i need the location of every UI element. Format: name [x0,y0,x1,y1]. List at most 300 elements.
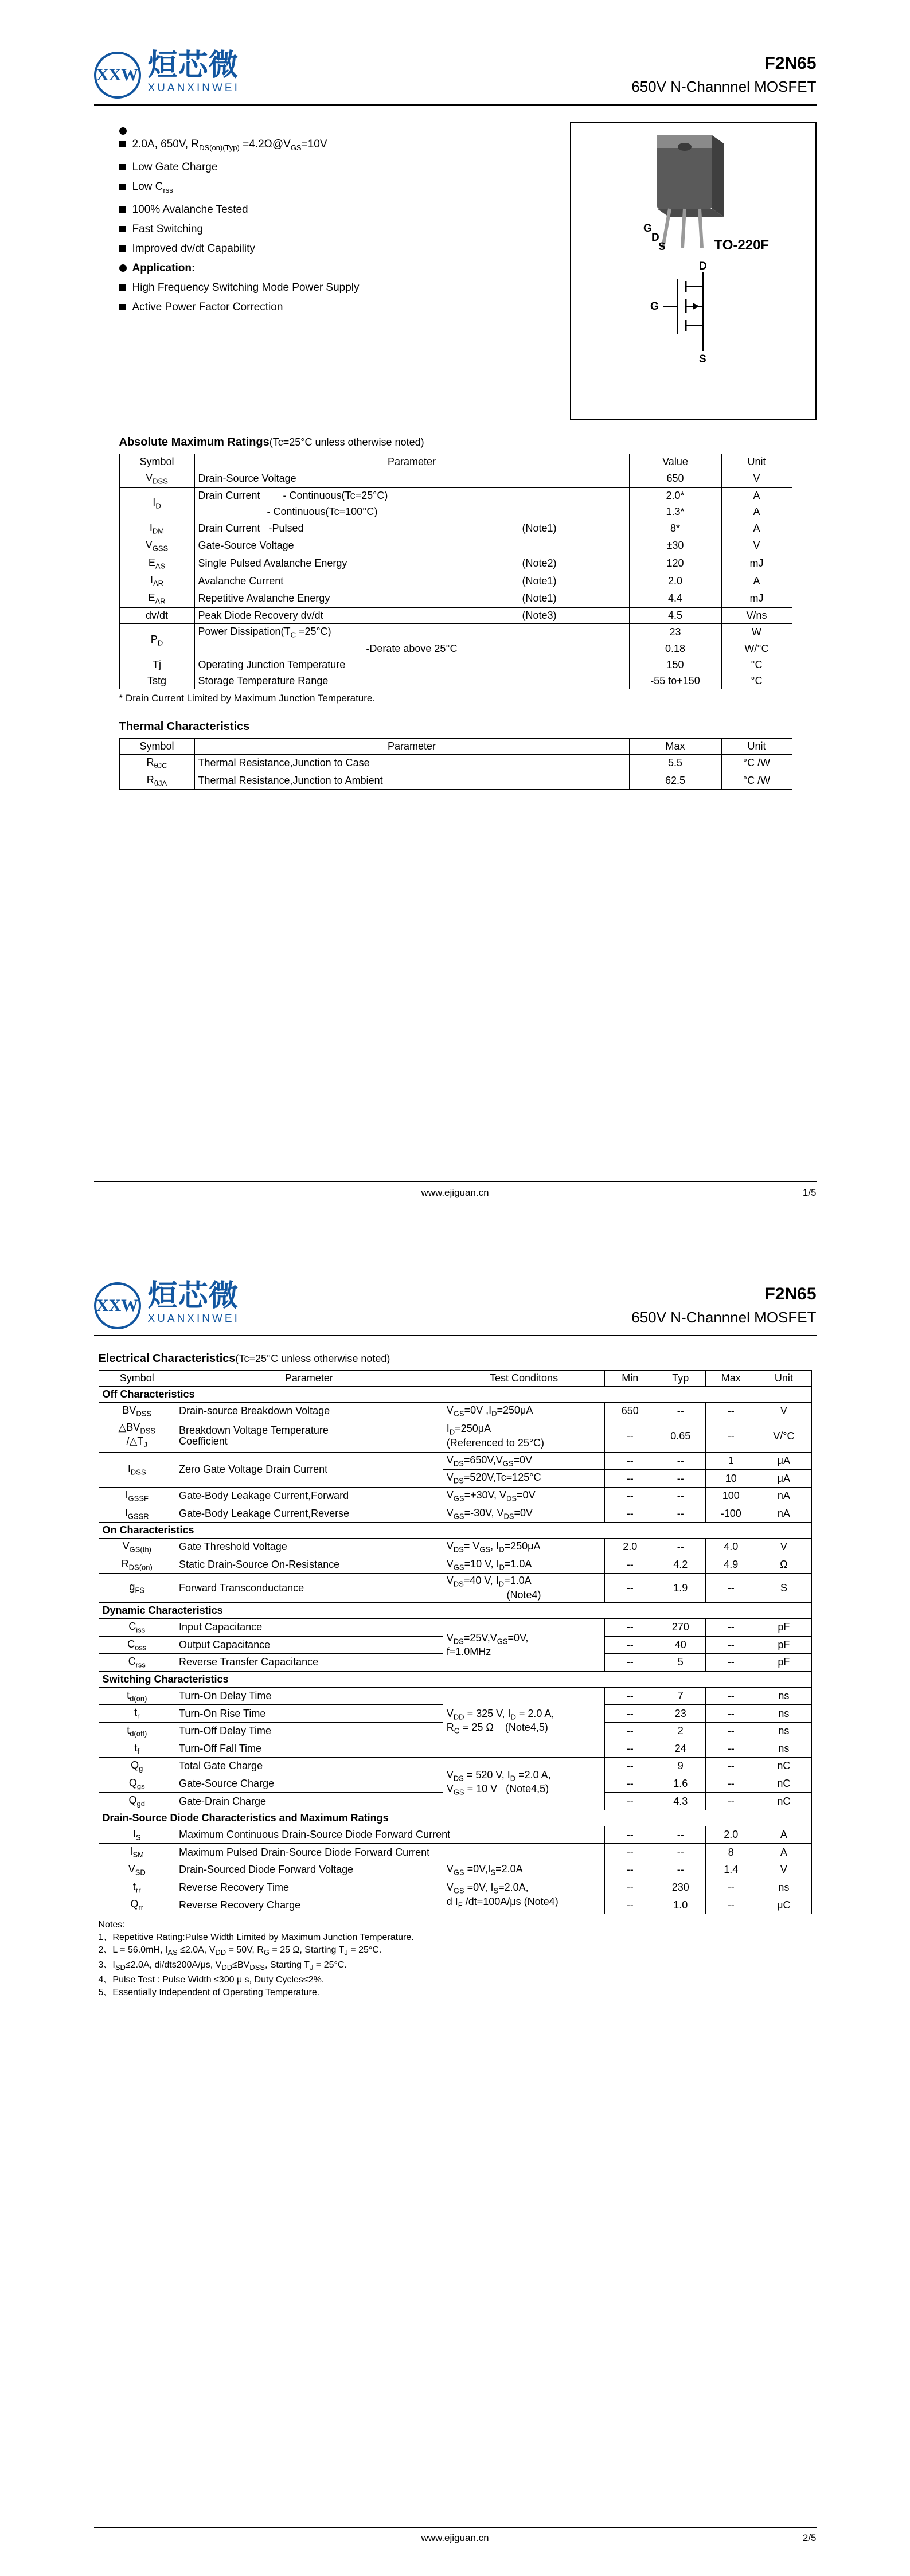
cell-unit: μC [756,1896,811,1914]
table-row [119,537,792,555]
cell-unit: A [721,487,792,504]
cell-typ: -- [655,1403,706,1420]
cell-min: -- [605,1636,655,1654]
cell-symbol: $C_{iss}$ [99,1618,175,1636]
cell-typ: -- [655,1470,706,1488]
svg-text:D: D [698,260,707,272]
list-item [119,298,530,317]
cell-symbol: $V_{DSS}$ [119,470,194,488]
table-row [99,1758,811,1775]
cell-condition: $V_{DS}=650V,V_{GS}=0V$ [443,1452,605,1470]
application-label: Application: [132,261,196,274]
col-typ: Typ [655,1371,706,1387]
cell-parameter: Drain Current - Continuous(Tc=25°C) [194,487,629,504]
table-row [119,572,792,590]
feature-text: Improved dv/dt Capability [132,242,255,255]
footer-divider [94,1181,817,1182]
list-item [119,200,530,220]
datasheet-page-1 [0,0,910,1231]
cell-symbol: $R_{\theta JC}$ [119,755,194,772]
cell-condition: $I_D=250\mu A$ (Referenced to 25°C) [443,1420,605,1452]
cell-parameter: - Continuous(Tc=100°C) [194,504,629,520]
cell-parameter: Turn-Off Delay Time [175,1722,443,1740]
table-row [99,1505,811,1523]
bullet-square-icon [119,184,126,190]
cell-parameter: Output Capacitance [175,1636,443,1654]
table-row [119,590,792,607]
cell-unit: A [756,1844,811,1861]
cell-unit: mJ [721,555,792,572]
col-unit: Unit [756,1371,811,1387]
feature-text: Low $C_{rss}$ [132,180,173,194]
table-row [119,673,792,689]
cell-condition: $V_{GS} =0V,I_S=2.0A$ [443,1861,605,1879]
cell-parameter: Turn-On Rise Time [175,1705,443,1723]
cell-symbol: $R_{\theta JA}$ [119,772,194,790]
features-list [94,122,530,420]
table-row [99,1826,811,1844]
cell-parameter: Gate-Body Leakage Current,Forward [175,1487,443,1505]
cell-parameter: Gate Threshold Voltage [175,1539,443,1556]
cell-symbol: $I_{GSSR}$ [99,1505,175,1523]
note-item: 4、Pulse Test : Pulse Width ≤300 μ s, Duty Cycles≤2%. [98,1975,325,1985]
cell-max: 62.5 [629,772,721,790]
cell-max: -- [706,1687,756,1705]
cell-unit: pF [756,1636,811,1654]
cell-parameter: Power $Dissipation(T_C =25^\circ C)$ [194,623,629,641]
cell-typ: 0.65 [655,1420,706,1452]
cell-parameter: Maximum Continuous Drain-Source Diode Forward Current [175,1826,605,1844]
cell-symbol: $I_{DSS}$ [99,1452,175,1487]
cell-symbol: Tj [119,657,194,673]
cell-min: 650 [605,1403,655,1420]
cell-min: -- [605,1556,655,1574]
cell-typ: 40 [655,1636,706,1654]
cell-symbol: $E_{AR}$ [119,590,194,607]
cell-unit: A [721,504,792,520]
cell-condition: $V_{DS} = 520$ V, $I_D =2.0$ A, $V_{GS} = 10$ V (Note4,5) [443,1758,605,1810]
cell-condition: $V_{GS}=-30V$, $V_{DS}=0V$ [443,1505,605,1523]
table-row [99,1403,811,1420]
cell-symbol: $t_r$ [99,1705,175,1723]
cell-min: -- [605,1654,655,1672]
cell-unit: V [756,1861,811,1879]
feature-text: High Frequency Switching Mode Power Supply [132,281,360,294]
table-header-row [119,454,792,470]
cell-max: -- [706,1618,756,1636]
cell-value: 1.3* [629,504,721,520]
cell-value: 4.5 [629,607,721,623]
cell-unit: °C /W [721,772,792,790]
cell-symbol: $I_{DM}$ [119,520,194,537]
cell-parameter: Gate-Source Charge [175,1775,443,1793]
cell-symbol: $I_D$ [119,487,194,520]
notes-block [99,1919,817,1999]
col-value: Value [629,454,721,470]
cell-parameter: Static Drain-Source On-Resistance [175,1556,443,1574]
cell-symbol: $Q_{gd}$ [99,1793,175,1810]
cell-symbol: $P_D$ [119,623,194,657]
abs-max-footnote: * Drain Current Limited by Maximum Junction Temperature. [119,693,376,704]
cell-typ: -- [655,1539,706,1556]
note-item: 5、Essentially Independent of Operating Temperature. [98,1988,320,1998]
cell-parameter: Gate-Drain Charge [175,1793,443,1810]
group-title-diode: Drain-Source Diode Characteristics and Maximum Ratings [99,1810,811,1826]
cell-unit: nA [756,1487,811,1505]
thermal-title: Thermal Characteristics [119,720,250,733]
col-symbol: Symbol [99,1371,175,1387]
list-item [119,135,530,158]
group-title-off: Off Characteristics [99,1387,811,1403]
cell-max: -- [706,1879,756,1896]
part-description: 650V N-Channnel MOSFET [631,78,817,95]
cell-symbol: $V_{GS(th)}$ [99,1539,175,1556]
footer-divider [94,2527,817,2528]
cell-symbol: $Q_g$ [99,1758,175,1775]
cell-parameter: Operating Junction Temperature [194,657,629,673]
cell-typ: 1.6 [655,1775,706,1793]
table-group-row [99,1671,811,1687]
cell-parameter: Turn-On Delay Time [175,1687,443,1705]
cell-symbol: $g_{FS}$ [99,1574,175,1603]
cell-min: -- [605,1844,655,1861]
cell-value: 23 [629,623,721,641]
cell-value: 0.18 [629,641,721,657]
header-divider [94,1335,817,1336]
footer-page-number: 2/5 [802,2532,817,2543]
table-row [119,555,792,572]
part-number: F2N65 [764,1285,817,1303]
company-name-cn: 烜芯微 [147,1279,239,1313]
cell-min: -- [605,1758,655,1775]
cell-min: -- [605,1618,655,1636]
cell-parameter: Single Pulsed Avalanche Energy (Note2) [194,555,629,572]
table-group-row [99,1602,811,1618]
col-max: Max [706,1371,756,1387]
cell-value: 4.4 [629,590,721,607]
note-item: 3、$I_{SD}\le 2.0A$, di/dts200A/μs, $V_{DD}\le BV_{DSS}$, Starting $T_J = 25^\circ C$. [98,1960,347,1972]
table-group-row [99,1523,811,1539]
cell-symbol: dv/dt [119,607,194,623]
cell-unit: nC [756,1758,811,1775]
cell-symbol: $C_{oss}$ [99,1636,175,1654]
cell-symbol: $t_{d(off)}$ [99,1722,175,1740]
cell-parameter: Forward Transconductance [175,1574,443,1603]
company-name-cn: 烜芯微 [147,48,239,83]
cell-value: 8* [629,520,721,537]
bullet-square-icon [119,304,126,310]
cell-max: 8 [706,1844,756,1861]
table-group-row [99,1810,811,1826]
cell-condition: $V_{GS}=0V$ $,I_D=250\mu A$ [443,1403,605,1420]
logo-mark-icon: XXW [94,52,141,99]
part-description: 650V N-Channnel MOSFET [631,1309,817,1326]
cell-max: 100 [706,1487,756,1505]
svg-text:G: G [643,223,652,235]
col-symbol: Symbol [119,739,194,755]
cell-unit: V [756,1403,811,1420]
cell-symbol: $I_{SM}$ [99,1844,175,1861]
cell-typ: 1.9 [655,1574,706,1603]
table-row [99,1420,811,1452]
logo-mark-icon: XXW [94,1282,141,1329]
notes-title: Notes: [98,1919,125,1930]
cell-value: -55 to+150 [629,673,721,689]
cell-parameter: Drain-source Breakdown Voltage [175,1403,443,1420]
footer-url[interactable]: www.ejiguan.cn [421,1187,489,1198]
cell-parameter: Avalanche Current (Note1) [194,572,629,590]
cell-max: 5.5 [629,755,721,772]
cell-unit: mJ [721,590,792,607]
cell-unit: V/°C [756,1420,811,1452]
cell-min: -- [605,1505,655,1523]
cell-parameter: Thermal Resistance,Junction to Case [194,755,629,772]
cell-typ: 2 [655,1722,706,1740]
group-title-on: On Characteristics [99,1523,811,1539]
group-title-dynamic: Dynamic Characteristics [99,1602,811,1618]
cell-max: 1 [706,1452,756,1470]
table-row [119,470,792,488]
cell-typ: -- [655,1505,706,1523]
table-row [99,1556,811,1574]
cell-value: ±30 [629,537,721,555]
company-logo [94,49,240,99]
electrical-characteristics-table [99,1370,812,1914]
cell-typ: -- [655,1861,706,1879]
part-number: F2N65 [764,54,817,73]
cell-min: -- [605,1879,655,1896]
svg-text:G: G [650,300,659,313]
table-row [99,1861,811,1879]
cell-unit: ns [756,1879,811,1896]
feature-text: 100% Avalanche Tested [132,203,248,216]
cell-max: 4.9 [706,1556,756,1574]
cell-parameter: Reverse Recovery Time [175,1879,443,1896]
bullet-circle-icon [119,264,127,272]
company-name-en: XUANXINWEI [147,1313,240,1325]
cell-parameter: Drain Current -Pulsed (Note1) [194,520,629,537]
cell-unit: pF [756,1618,811,1636]
cell-max: -- [706,1574,756,1603]
bullet-square-icon [119,206,126,213]
cell-symbol: $V_{SD}$ [99,1861,175,1879]
group-title-switching: Switching Characteristics [99,1671,811,1687]
cell-value: 150 [629,657,721,673]
cell-unit: ns [756,1705,811,1723]
cell-unit: μA [756,1470,811,1488]
cell-symbol: $Q_{rr}$ [99,1896,175,1914]
col-unit: Unit [721,454,792,470]
cell-value: 2.0 [629,572,721,590]
cell-unit: V/ns [721,607,792,623]
cell-condition: $V_{GS}=+30V$, $V_{DS}=0V$ [443,1487,605,1505]
col-unit: Unit [721,739,792,755]
cell-symbol: $t_{rr}$ [99,1879,175,1896]
cell-max: -- [706,1403,756,1420]
cell-typ: -- [655,1487,706,1505]
list-item [119,278,530,298]
cell-unit: μA [756,1452,811,1470]
cell-min: -- [605,1420,655,1452]
page-footer [0,2527,910,2544]
cell-parameter: Total Gate Charge [175,1758,443,1775]
svg-text:S: S [658,241,666,253]
table-row [99,1574,811,1603]
cell-unit: ns [756,1740,811,1758]
cell-unit: nA [756,1505,811,1523]
cell-symbol: Tstg [119,673,194,689]
table-group-row [99,1387,811,1403]
cell-parameter: Storage Temperature Range [194,673,629,689]
cell-max: -- [706,1758,756,1775]
cell-symbol: $I_S$ [99,1826,175,1844]
cell-value: 2.0* [629,487,721,504]
list-item [119,122,530,135]
cell-max: -- [706,1740,756,1758]
abs-max-title: Absolute Maximum Ratings(Tc=25°C unless otherwise noted) [119,436,424,448]
table-row [119,487,792,504]
cell-condition: $V_{DD} = 325$ V, $I_D = 2.0$ A, $R_G = 25$ Ω (Note4,5) [443,1687,605,1757]
cell-condition: $V_{DS}= V_{GS}$, $I_D=250\mu A$ [443,1539,605,1556]
table-row [119,504,792,520]
cell-max: 4.0 [706,1539,756,1556]
cell-min: -- [605,1452,655,1470]
page-header [94,0,817,99]
cell-typ: -- [655,1452,706,1470]
cell-typ: 23 [655,1705,706,1723]
cell-unit: nC [756,1775,811,1793]
table-row [99,1618,811,1636]
cell-parameter: Breakdown Voltage Temperature Coefficient [175,1420,443,1452]
svg-text:D: D [651,232,659,244]
table-row [99,1844,811,1861]
bullet-square-icon [119,164,126,170]
cell-condition: $V_{DS}=520V,Tc=125^\circ C$ [443,1470,605,1488]
col-symbol: Symbol [119,454,194,470]
feature-text: Active Power Factor Correction [132,300,283,313]
col-parameter: Parameter [194,454,629,470]
list-item [119,177,530,200]
cell-parameter: Zero Gate Voltage Drain Current [175,1452,443,1487]
cell-min: -- [605,1740,655,1758]
bullet-square-icon [119,141,126,147]
cell-max: 10 [706,1470,756,1488]
cell-min: -- [605,1470,655,1488]
cell-unit: A [756,1826,811,1844]
cell-min: -- [605,1687,655,1705]
cell-parameter: Thermal Resistance,Junction to Ambient [194,772,629,790]
table-header-row [119,739,792,755]
col-max: Max [629,739,721,755]
cell-unit: ns [756,1722,811,1740]
cell-symbol: $E_{AS}$ [119,555,194,572]
cell-parameter: Gate-Source Voltage [194,537,629,555]
cell-symbol: $BV_{DSS}$ [99,1403,175,1420]
cell-max: 1.4 [706,1861,756,1879]
table-row [99,1879,811,1896]
cell-min: 2.0 [605,1539,655,1556]
header-divider [94,104,817,106]
package-illustration [570,122,817,420]
table-header-row [99,1371,811,1387]
cell-typ: 7 [655,1687,706,1705]
list-item [119,239,530,259]
cell-max: -100 [706,1505,756,1523]
cell-typ: 24 [655,1740,706,1758]
company-logo [94,1280,240,1329]
cell-unit: A [721,572,792,590]
cell-unit: V [721,470,792,488]
cell-max: -- [706,1636,756,1654]
cell-parameter: Peak Diode Recovery dv/dt (Note3) [194,607,629,623]
cell-unit: pF [756,1654,811,1672]
footer-url[interactable]: www.ejiguan.cn [421,2532,489,2543]
cell-typ: 1.0 [655,1896,706,1914]
cell-parameter: Gate-Body Leakage Current,Reverse [175,1505,443,1523]
company-name-en: XUANXINWEI [147,82,240,94]
cell-value: 120 [629,555,721,572]
cell-symbol: $\triangle BV_{DSS}$ $/\triangle T_J$ [99,1420,175,1452]
cell-unit: nC [756,1793,811,1810]
cell-symbol: $V_{GSS}$ [119,537,194,555]
cell-typ: 4.2 [655,1556,706,1574]
package-drawing [571,123,815,419]
cell-unit: V [756,1539,811,1556]
cell-max: -- [706,1722,756,1740]
table-row [119,607,792,623]
cell-max: -- [706,1654,756,1672]
cell-unit: A [721,520,792,537]
cell-parameter: Input Capacitance [175,1618,443,1636]
col-min: Min [605,1371,655,1387]
cell-typ: -- [655,1844,706,1861]
cell-symbol: $I_{AR}$ [119,572,194,590]
cell-unit: ns [756,1687,811,1705]
cell-parameter: Reverse Recovery Charge [175,1896,443,1914]
cell-symbol: $C_{rss}$ [99,1654,175,1672]
cell-symbol: $Q_{gs}$ [99,1775,175,1793]
cell-min: -- [605,1487,655,1505]
cell-symbol: $t_f$ [99,1740,175,1758]
col-test-conditions: Test Conditons [443,1371,605,1387]
cell-unit: Ω [756,1556,811,1574]
table-row [119,641,792,657]
bullet-circle-icon [119,127,127,135]
feature-text: Fast Switching [132,223,204,235]
list-item [119,158,530,177]
table-row [119,755,792,772]
cell-parameter: -Derate above 25°C [194,641,629,657]
cell-max: -- [706,1420,756,1452]
cell-min: -- [605,1705,655,1723]
cell-parameter: Repetitive Avalanche Energy (Note1) [194,590,629,607]
cell-max: 2.0 [706,1826,756,1844]
page-footer [0,1181,910,1199]
bullet-square-icon [119,226,126,232]
cell-unit: °C /W [721,755,792,772]
cell-unit: S [756,1574,811,1603]
cell-parameter: Reverse Transfer Capacitance [175,1654,443,1672]
note-item: 2、L = 56.0mH, $I_{AS} \le 2.0A$, $V_{DD} = 50V$, $R_G = 25$ Ω, Starting $T_J = 25^\circ C$. [98,1945,382,1957]
cell-condition: $V_{DS}=25V,V_{GS}=0V$, f=1.0MHz [443,1618,605,1671]
cell-min: -- [605,1793,655,1810]
datasheet-page-2 [0,1231,910,2576]
cell-min: -- [605,1826,655,1844]
cell-max: -- [706,1705,756,1723]
table-row [99,1487,811,1505]
cell-condition: $V_{GS} =0V$, $I_S=2.0A$, d $I_F$ /dt=100A/μs (Note4) [443,1879,605,1914]
cell-max: -- [706,1775,756,1793]
